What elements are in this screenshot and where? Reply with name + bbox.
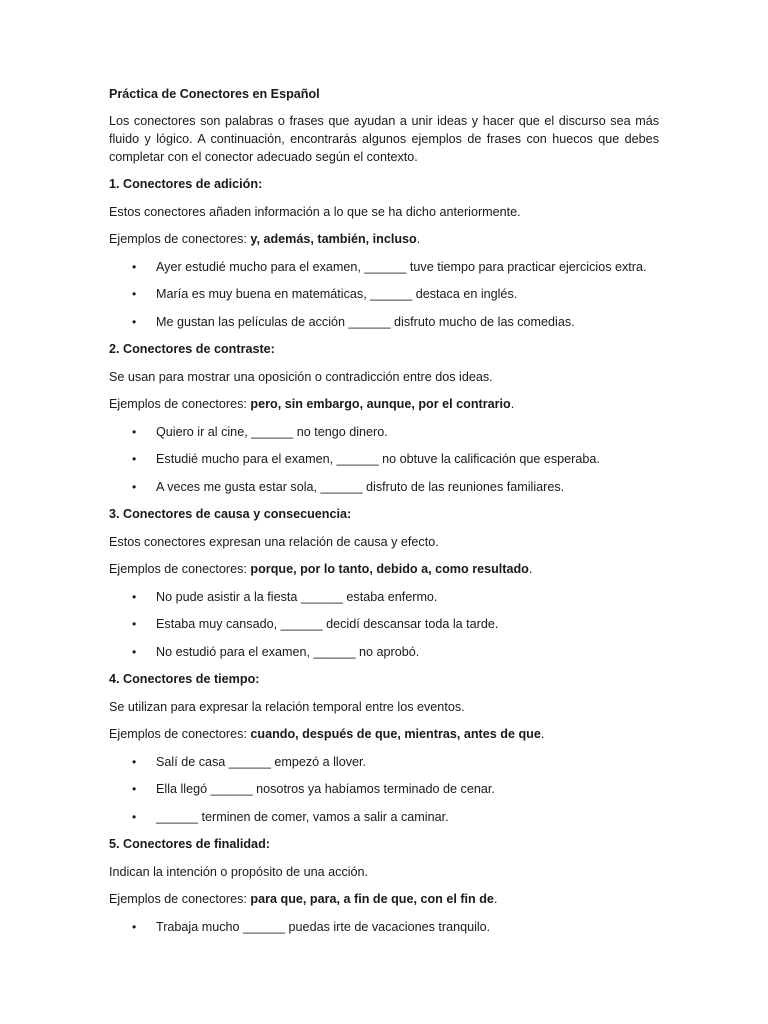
exercise-item xyxy=(109,313,659,331)
exercise-item xyxy=(109,588,659,606)
exercise-text: A veces me gusta estar sola, ______ disfruto de las reuniones familiares. xyxy=(156,479,565,494)
section-heading: 2. Conectores de contraste: xyxy=(109,342,275,356)
exercise-list xyxy=(109,258,659,331)
exercise-text: Trabaja mucho ______ puedas irte de vacaciones tranquilo. xyxy=(156,919,491,934)
examples-label: Ejemplos de conectores: xyxy=(109,232,251,246)
bullet-icon: • xyxy=(132,424,137,439)
exercise-item xyxy=(109,423,659,441)
bullet-icon: • xyxy=(132,589,137,604)
exercise-item xyxy=(109,285,659,303)
bullet-icon: • xyxy=(132,259,137,274)
connector-examples xyxy=(109,230,659,248)
period: . xyxy=(528,562,533,576)
bullet-icon: • xyxy=(132,919,137,934)
section-description: Estos conectores expresan una relación de causa y efecto. xyxy=(109,534,439,549)
bullet-icon: • xyxy=(132,644,137,659)
exercise-text: ______ terminen de comer, vamos a salir a caminar. xyxy=(156,809,449,824)
connector-list: pero, sin embargo, aunque, por el contrario xyxy=(250,397,511,411)
exercise-text: Ella llegó ______ nosotros ya habíamos terminado de cenar. xyxy=(156,782,495,796)
section-heading: 3. Conectores de causa y consecuencia: xyxy=(109,507,352,521)
intro-paragraph: Los conectores son palabras o frases que ayudan a unir ideas y hacer que el discurso sea más fluido y lógico. A continuación, encontrarás algunos ejemplos de frases con huecos que debes completar con el conector adecuado según el contexto. xyxy=(109,114,659,164)
bullet-icon: • xyxy=(132,479,137,494)
exercise-text: Salí de casa ______ empezó a llover. xyxy=(156,754,367,769)
bullet-icon: • xyxy=(132,287,137,301)
exercise-text: Ayer estudié mucho para el examen, ______ tuve tiempo para practicar ejercicios extra. xyxy=(156,259,647,274)
connector-list: cuando, después de que, mientras, antes de que xyxy=(250,727,541,741)
examples-label: Ejemplos de conectores: xyxy=(109,562,251,576)
examples-label: Ejemplos de conectores: xyxy=(109,397,251,411)
exercise-text: Me gustan las películas de acción ______ disfruto mucho de las comedias. xyxy=(156,314,575,329)
exercise-item xyxy=(109,808,659,826)
section-heading: 4. Conectores de tiempo: xyxy=(109,672,260,686)
exercise-text: No pude asistir a la fiesta ______ estaba enfermo. xyxy=(156,589,438,604)
examples-label: Ejemplos de conectores: xyxy=(109,892,251,906)
sections-container xyxy=(109,175,659,936)
section-description: Se utilizan para expresar la relación temporal entre los eventos. xyxy=(109,699,465,714)
exercise-item xyxy=(109,780,659,798)
connector-examples xyxy=(109,560,659,578)
connector-examples xyxy=(109,395,659,413)
exercise-list xyxy=(109,918,659,936)
exercise-list xyxy=(109,753,659,826)
section-heading: 1. Conectores de adición: xyxy=(109,177,263,191)
section-description: Se usan para mostrar una oposición o contradicción entre dos ideas. xyxy=(109,369,493,384)
bullet-icon: • xyxy=(132,452,137,466)
exercise-item xyxy=(109,615,659,633)
exercise-item xyxy=(109,643,659,661)
bullet-icon: • xyxy=(132,617,137,631)
connector-examples xyxy=(109,725,659,743)
connector-list: para que, para, a fin de que, con el fin de xyxy=(250,892,494,906)
bullet-icon: • xyxy=(132,782,137,796)
exercise-text: Quiero ir al cine, ______ no tengo dinero. xyxy=(156,424,388,439)
period: . xyxy=(540,727,545,741)
connector-examples xyxy=(109,890,659,908)
exercise-item xyxy=(109,258,659,276)
bullet-icon: • xyxy=(132,314,137,329)
exercise-item xyxy=(109,450,659,468)
exercise-item xyxy=(109,478,659,496)
period: . xyxy=(493,892,498,906)
connector-list: y, además, también, incluso xyxy=(250,232,417,246)
exercise-list xyxy=(109,588,659,661)
exercise-text: No estudió para el examen, ______ no aprobó. xyxy=(156,644,420,659)
exercise-list xyxy=(109,423,659,496)
exercise-text: Estaba muy cansado, ______ decidí descansar toda la tarde. xyxy=(156,617,499,631)
period: . xyxy=(416,232,421,246)
exercise-text: Estudié mucho para el examen, ______ no obtuve la calificación que esperaba. xyxy=(156,452,600,466)
section-description: Estos conectores añaden información a lo que se ha dicho anteriormente. xyxy=(109,204,521,219)
exercise-item xyxy=(109,918,659,936)
exercise-item xyxy=(109,753,659,771)
period: . xyxy=(510,397,515,411)
bullet-icon: • xyxy=(132,754,137,769)
section-heading: 5. Conectores de finalidad: xyxy=(109,837,270,851)
section-description: Indican la intención o propósito de una acción. xyxy=(109,864,369,879)
connector-list: porque, por lo tanto, debido a, como resultado xyxy=(250,562,529,576)
bullet-icon: • xyxy=(132,809,137,824)
examples-label: Ejemplos de conectores: xyxy=(109,727,251,741)
document-title: Práctica de Conectores en Español xyxy=(109,87,320,101)
exercise-text: María es muy buena en matemáticas, ______ destaca en inglés. xyxy=(156,287,518,301)
